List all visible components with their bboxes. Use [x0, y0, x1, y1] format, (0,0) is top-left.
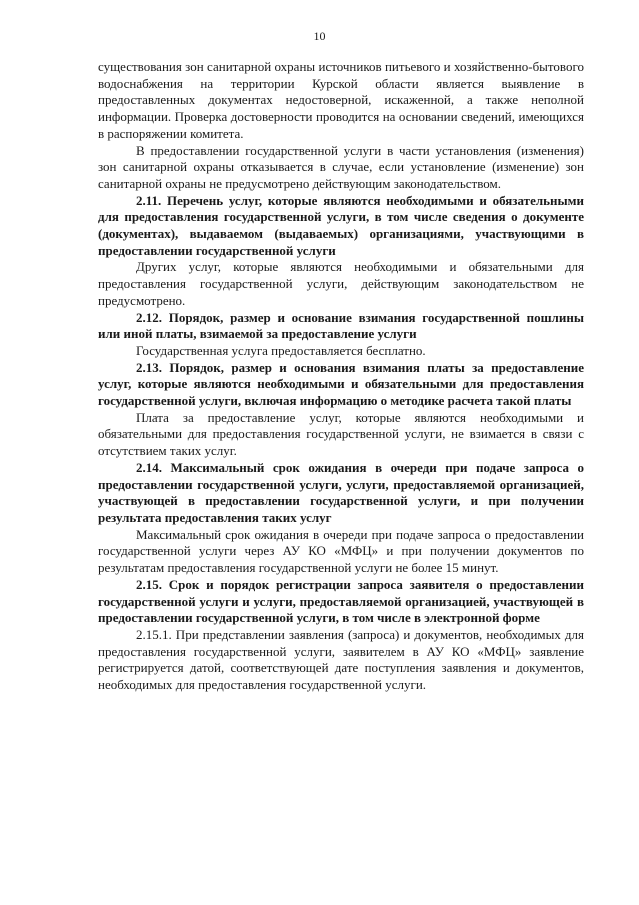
paragraph: Максимальный срок ожидания в очереди при подаче запроса о предоставлении государственной услуги через АУ КО «МФЦ» и при получении документов по результатам предоставления государственной услуги не более 15 минут. [98, 526, 584, 576]
paragraph: 2.15.1. При представлении заявления (запроса) и документов, необходимых для предоставления государственной услуги, заявителем в АУ КО «МФЦ» заявление регистрируется датой, соответствующей дате поступления заявления и документов, необходимых для предоставления государственной услуги. [98, 626, 584, 693]
section-heading: 2.12. Порядок, размер и основание взимания государственной пошлины или иной платы, взимаемой за предоставление услуги [98, 309, 584, 342]
section-heading: 2.14. Максимальный срок ожидания в очереди при подаче запроса о предоставлении государственной услуги, услуги, предоставляемой организацией, участвующей в предоставлении государственной услуги, и при получении результата предоставления таких услуг [98, 459, 584, 525]
section-heading: 2.13. Порядок, размер и основания взимания платы за предоставление услуг, которые являются необходимыми и обязательными для предоставления государственной услуги, включая информацию о методике расчета такой платы [98, 359, 584, 409]
section-heading: 2.15. Срок и порядок регистрации запроса заявителя о предоставлении государственной услуги и услуги, предоставляемой организацией, участвующей в предоставлении государственной услуги, в том числе в электронной форме [98, 576, 584, 626]
page-number: 10 [313, 29, 326, 43]
paragraph: Плата за предоставление услуг, которые являются необходимыми и обязательными для предоставления государственной услуги, не взимается в связи с отсутствием таких услуг. [98, 409, 584, 459]
paragraph: существования зон санитарной охраны источников питьевого и хозяйственно-бытового водоснабжения на территории Курской области является выявление в предоставленных документах недостоверной, искаженной, а также неполной информации. Проверка достоверности проводится на основании сведений, имеющихся в распоряжении комитета. [98, 59, 584, 141]
section-heading: 2.11. Перечень услуг, которые являются необходимыми и обязательными для предоставления государственной услуги, в том числе сведения о документе (документах), выдаваемом (выдаваемых) организациями, участвующими в предоставлении государственной услуги [98, 192, 584, 258]
document-body [98, 59, 584, 694]
paragraph: Других услуг, которые являются необходимыми и обязательными для предоставления государственной услуги, действующим законодательством не предусмотрено. [98, 259, 584, 308]
paragraph: Государственная услуга предоставляется бесплатно. [136, 342, 426, 358]
paragraph: В предоставлении государственной услуги в части установления (изменения) зон санитарной охраны отказывается в случае, если установление (изменение) зон санитарной охраны не предусмотрено действующим законодательством. [98, 142, 584, 191]
